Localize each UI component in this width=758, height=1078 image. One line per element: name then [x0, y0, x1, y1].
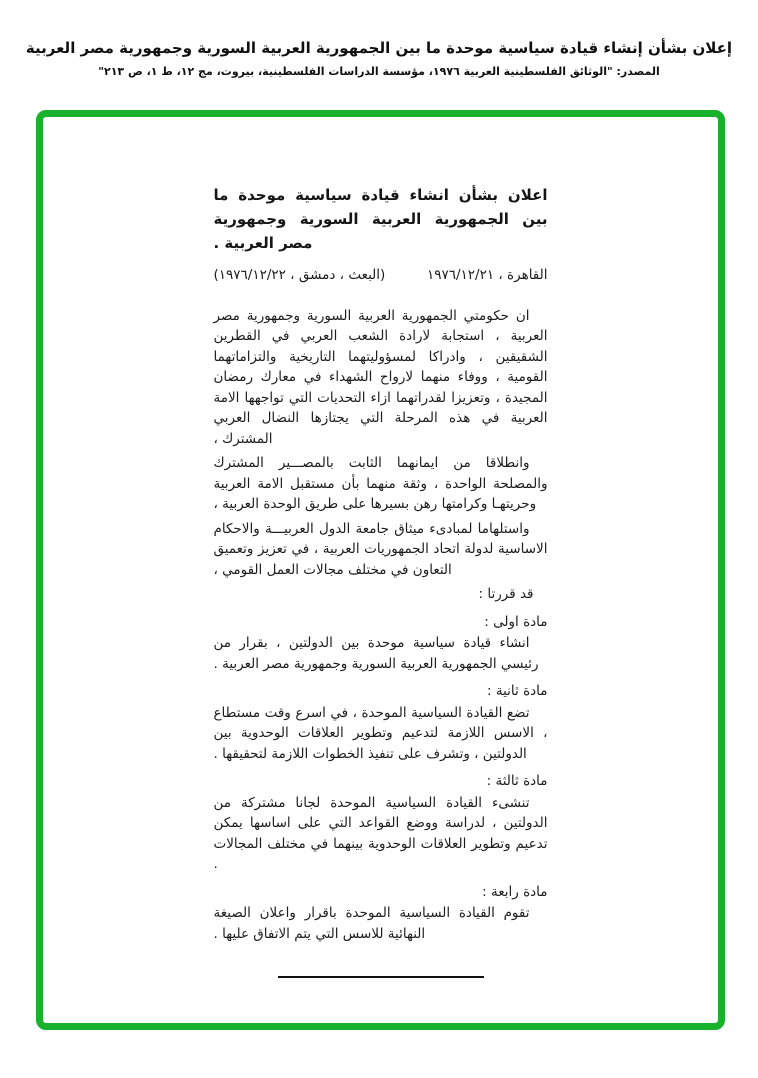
dateline-publication: (البعث ، دمشق ، ١٩٧٦/١٢/٢٢): [213, 267, 386, 283]
article-1-heading: مادة اولى :: [484, 613, 548, 630]
article-4-heading: مادة رابعة :: [482, 883, 548, 900]
closing-rule: [278, 976, 484, 978]
preamble-paragraph: وانطلاقا من ايمانهما الثابت بالمصـــير المشترك والمصلحة الواحدة ، وثقة منهما بأن مستقبل الامة العربية وحريتهـا وكرامتها رهن بسيرها على طريق الوحدة العربية ،: [213, 455, 548, 512]
dateline: [214, 265, 548, 286]
article-2-heading: مادة ثانية :: [487, 683, 548, 699]
dateline-place-date: القاهرة ، ١٩٧٦/١٢/٢١: [427, 267, 548, 283]
document-title: اعلان بشأن انشاء قيادة سياسية موحدة ما بين الجمهورية العربية السورية وجمهورية مصر العربية .: [213, 186, 548, 252]
decision-line: قد قررتا :: [478, 586, 534, 602]
article-3-body: تنشىء القيادة السياسية الموحدة لجانا مشتركة من الدولتين ، لدراسة ووضع القواعد التي على اساسها يمكن تدعيم وتطوير العلاقات الوحدوية بينهما في مختلف المجالات .: [213, 794, 548, 872]
preamble-paragraph: ان حكومتي الجمهورية العربية السورية وجمهورية مصر العربية ، استجابة لارادة الشعب العربي في القطرين الشقيقين ، وادراكا لمسؤوليتهما التاريخية والتزاماتهما القومية ، ووفاء منهما لارواح الشهداء في معارك رمضان المجيدة ، وتعزيزا لقدراتهما ازاء التحديات التي تواجهها الامة العربية في هذه المرحلة التي يجتازها النضال العربي المشترك ،: [213, 307, 548, 447]
preamble-paragraph: واستلهاما لمبادىء ميثاق جامعة الدول العربيـــة والاحكام الاساسية لدولة اتحاد الجمهوريات العربية ، في تعزيز وتعميق التعاون في مختلف مجالات العمل القومي ،: [213, 520, 548, 578]
article-3-heading: مادة ثالثة :: [486, 773, 548, 789]
article-1-body: انشاء قيادة سياسية موحدة بين الدولتين ، بقرار من رئيسي الجمهورية العربية السورية وجمهورية مصر العربية .: [213, 635, 539, 672]
header-source-line: المصدر: "الوثائق الفلسطينية العربية ١٩٧٦، مؤسسة الدراسات الفلسطينية، بيروت، مج ١٢، ط ١، ص ٢١٣": [98, 65, 660, 78]
article-2-body: تضع القيادة السياسية الموحدة ، في اسرع وقت مستطاع ، الاسس اللازمة لتدعيم وتطوير العلاقات الوحدوية بين الدولتين ، وتشرف على تنفيذ الخطوات اللازمة لتحقيقها .: [213, 704, 548, 762]
article-4-body: تقوم القيادة السياسية الموحدة باقرار واعلان الصيغة النهائية للاسس التي يتم الاتفاق عليها .: [213, 905, 530, 942]
scanned-document: [214, 183, 548, 978]
header-title: إعلان بشأن إنشاء قيادة سياسية موحدة ما بين الجمهورية العربية السورية وجمهورية مصر العربية: [25, 39, 733, 57]
green-frame: [36, 110, 725, 1030]
document-header: [0, 0, 758, 79]
